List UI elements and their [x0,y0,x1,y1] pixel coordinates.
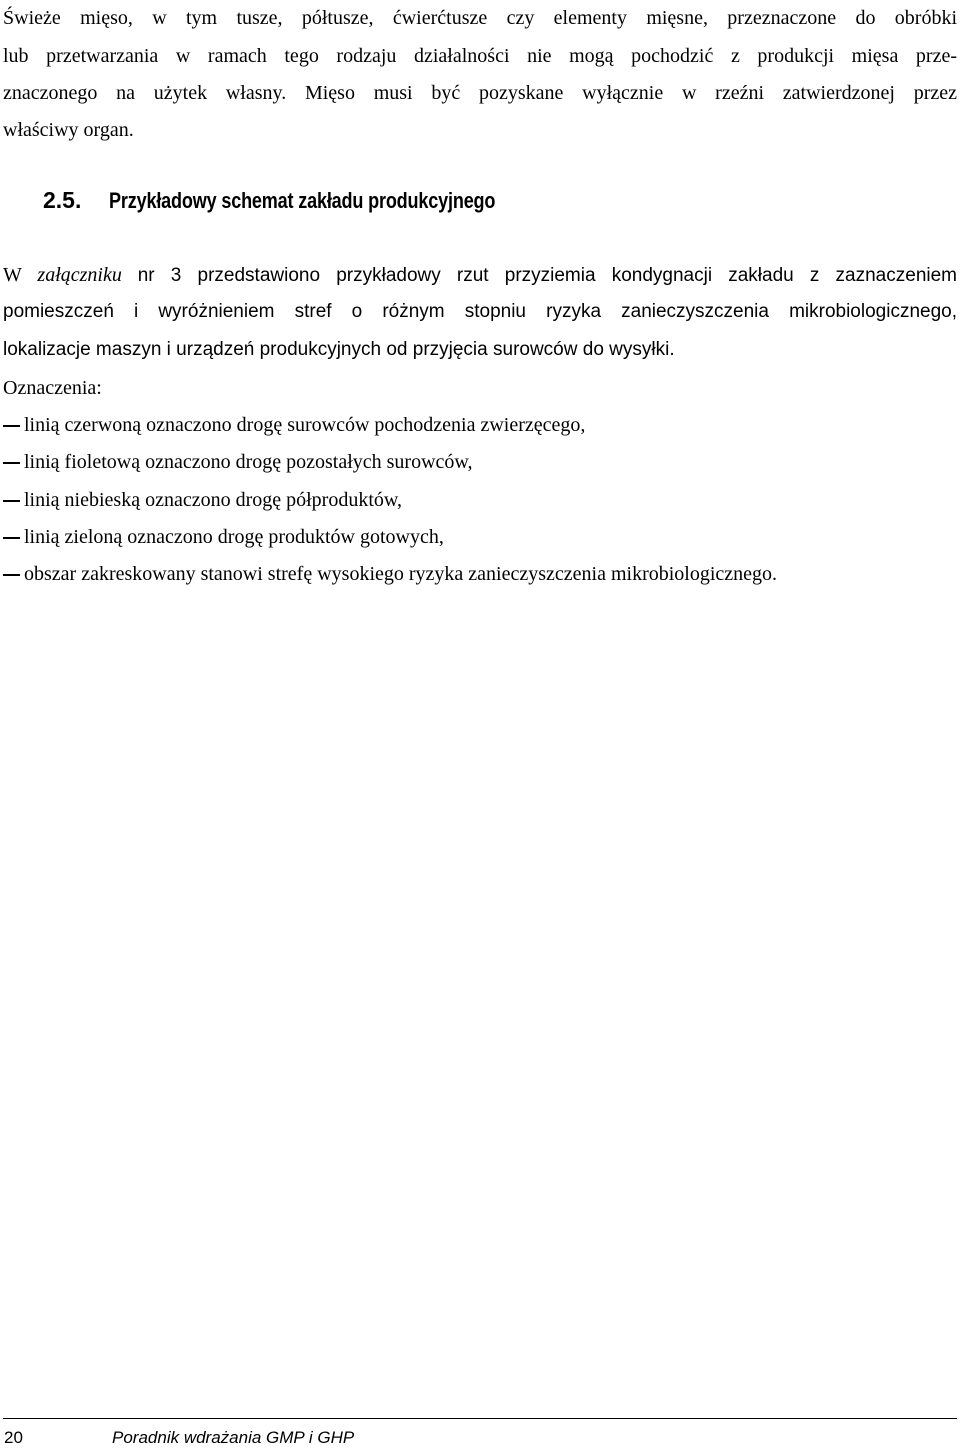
paragraph-2-line-3: lokalizacje maszyn i urządzeń produkcyjnych od przyjęcia surowców do wysyłki. [3,339,675,360]
dash-bullet [3,500,20,502]
paragraph-2-line-1-rest: nr 3 przedstawiono przykładowy rzut przyziemia kondygnacji zakładu z zaznaczeniem [137,265,958,286]
footer-rule [3,1418,957,1419]
section-number: 2.5. [43,187,82,213]
legend-item-blue-line: linią niebieską oznaczono drogę półproduktów, [24,489,403,511]
paragraph-1-line-2: lub przetwarzania w ramach tego rodzaju działalności nie mogą pochodzić z produkcji mięsa prze- [3,45,957,67]
legend-item-green-line: linią zieloną oznaczono drogę produktów gotowych, [24,526,444,548]
legend-item-red-line: linią czerwoną oznaczono drogę surowców pochodzenia zwierzęcego, [24,414,586,436]
attachment-reference: załączniku [37,264,122,286]
legend-label: Oznaczenia: [3,377,102,399]
publication-title: Poradnik wdrażania GMP i GHP [112,1428,355,1447]
section-title: Przykładowy schemat zakładu produkcyjnego [109,188,496,213]
page-number: 20 [4,1428,23,1447]
paragraph-2-prefix: W [3,264,22,286]
dash-bullet [3,462,20,464]
legend-item-hatched-area: obszar zakreskowany stanowi strefę wysokiego ryzyka zanieczyszczenia mikrobiologicznego. [24,563,778,585]
dash-bullet [3,425,20,427]
section-heading [43,186,580,215]
paragraph-2-line-1 [3,263,957,288]
dash-bullet [3,537,20,539]
paragraph-1-line-3: znaczonego na użytek własny. Mięso musi być pozyskane wyłącznie w rzeźni zatwierdzonej przez [3,82,957,104]
paragraph-2-line-2: pomieszczeń i wyróżnieniem stref o różnym stopniu ryzyka zanieczyszczenia mikrobiologicznego, [3,301,957,322]
dash-bullet [3,574,20,576]
legend-item-purple-line: linią fioletową oznaczono drogę pozostałych surowców, [24,451,473,473]
paragraph-1-line-4: właściwy organ. [3,119,134,141]
paragraph-1-line-1: Świeże mięso, w tym tusze, półtusze, ćwierćtusze czy elementy mięsne, przeznaczone do obróbki [3,7,957,29]
